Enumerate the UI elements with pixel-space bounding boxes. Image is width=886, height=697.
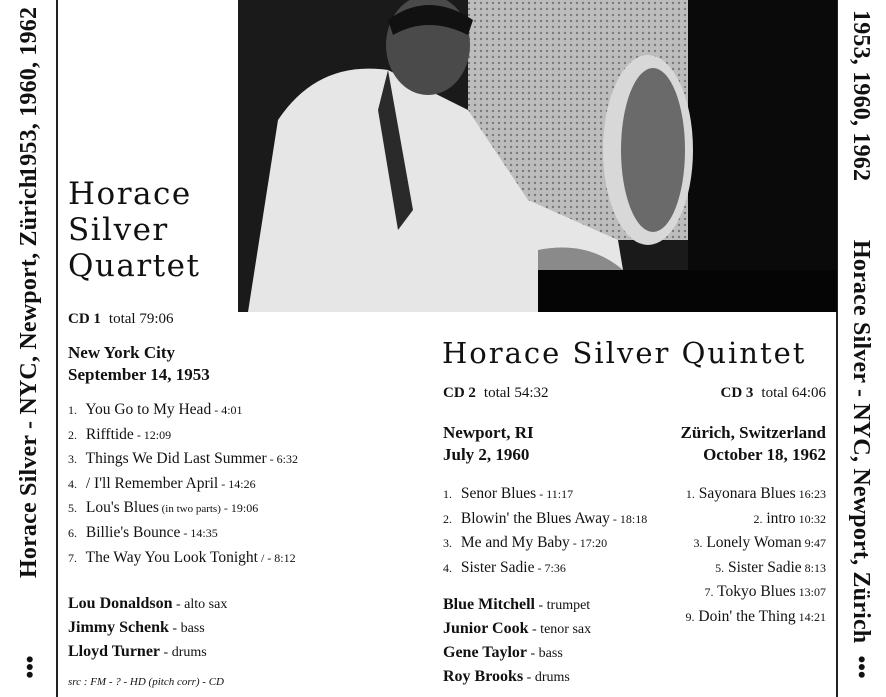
cd2-total: total 54:32 [483,385,549,401]
list-item [681,507,826,532]
musician-instrument: - trumpet [534,598,591,613]
track-number: 4. [443,560,452,575]
cd2-location [443,422,534,466]
track-number: 2. [68,427,77,442]
cd2-tracklist [443,482,647,580]
musician-name: Junior Cook [443,620,529,637]
track-title: Sister Sadie [728,558,802,576]
track-duration: 10:32 [795,511,826,526]
list-item [443,617,591,641]
musician-instrument: - bass [168,621,205,636]
track-duration: - 6:32 [266,452,298,467]
cd3-label: CD 3 [720,385,754,401]
list-item [68,423,298,448]
cd2-place: Newport, RI [443,423,534,442]
source-note: src : FM - ? - HD (pitch corr) - CD [68,676,225,688]
cd1-label: CD 1 [68,311,101,327]
track-duration: - 4:01 [211,403,243,417]
track-number: 3. [443,536,452,551]
musician-name: Gene Taylor [443,644,528,661]
track-number: 6. [68,525,77,540]
track-title: Billie's Bounce [85,523,181,541]
track-number: 7. [68,550,77,565]
cd3-tracklist [681,482,826,630]
track-number: 4. [68,476,77,491]
cd3-place: Zürich, Switzerland [680,423,826,442]
musician-name: Lou Donaldson [68,595,173,612]
left-spine [0,0,58,697]
list-item [68,592,227,616]
list-item [443,665,591,689]
cd3-total: total 64:06 [761,385,826,401]
list-item [68,521,298,546]
list-item [68,640,227,664]
track-duration: - 7:36 [534,560,566,575]
track-duration: - 18:18 [609,511,648,526]
musician-name: Jimmy Schenk [68,619,169,636]
cd1-date: September 14, 1953 [68,365,210,384]
pianist-photo-illustration [238,0,837,312]
track-duration: 14:21 [795,609,826,624]
musician-instrument: - drums [523,670,570,685]
track-title: Rifftide [85,425,134,443]
track-duration: - 14:35 [180,525,218,540]
right-spine-title: Horace Silver - NYC, Newport, Zürich [848,240,874,644]
list-item [68,447,298,472]
track-title: Lonely Woman [706,534,802,552]
musician-name: Lloyd Turner [68,643,161,660]
cd2-label: CD 2 [443,385,476,401]
track-duration: - 14:26 [218,476,256,491]
list-item [443,531,647,556]
musician-name: Roy Brooks [443,668,524,685]
list-item [681,556,826,581]
track-number: 3. [693,536,703,551]
left-spine-dots: ••• [17,655,43,679]
musician-instrument: - tenor sax [528,622,592,637]
musician-name: Blue Mitchell [443,596,535,613]
cd1-header [68,311,174,328]
left-spine-years: 1953, 1960, 1962 [16,6,42,178]
track-number: 7. [704,585,714,600]
cd1-total: total 79:06 [108,311,174,327]
track-title: Me and My Baby [460,534,570,552]
list-item [443,556,647,581]
list-item [68,398,298,423]
quintet-personnel [443,593,591,689]
track-title: intro [766,509,796,527]
quartet-title [68,176,200,284]
list-item [681,482,826,507]
track-number: 1. [443,487,452,501]
track-duration: - 19:06 [220,501,259,516]
track-duration: - 12:09 [133,427,172,442]
track-duration: - 17:20 [569,536,608,551]
track-number: 9. [685,609,695,624]
track-number: 2. [443,511,452,526]
cd1-location [68,342,210,386]
cd3-header [721,385,827,402]
musician-instrument: - alto sax [172,597,228,612]
cd1-place: New York City [68,343,176,362]
track-note: (in two parts) [158,503,221,516]
cd3-date: October 18, 1962 [703,445,826,464]
list-item [443,482,647,507]
quartet-title-line3: Quartet [68,248,201,284]
list-item [443,507,647,532]
musician-instrument: - drums [160,645,207,660]
quartet-title-line2: Silver [68,212,169,248]
list-item [681,580,826,605]
list-item [68,496,298,521]
track-title: Blowin' the Blues Away [460,509,610,527]
cd2-date: July 2, 1960 [443,445,530,464]
track-title: Things We Did Last Summer [85,450,267,468]
left-spine-title: Horace Silver - NYC, Newport, Zürich [16,174,42,578]
track-title: Lou's Blues [85,499,159,517]
list-item [681,605,826,630]
track-title: The Way You Look Tonight [85,548,258,566]
right-spine [836,0,886,697]
list-item [443,593,591,617]
list-item [681,531,826,556]
track-title: You Go to My Head [85,401,212,418]
track-title: Senor Blues [460,485,537,502]
track-number: 5. [715,560,725,575]
musician-instrument: - bass [527,646,563,661]
track-duration: 8:13 [801,560,826,575]
track-number: 5. [68,501,77,516]
track-duration: - 11:17 [536,487,574,501]
track-number: 1. [685,487,695,501]
track-title: / I'll Remember April [85,474,219,492]
list-item [68,472,298,497]
right-spine-years: 1953, 1960, 1962 [848,10,874,182]
track-duration: / - 8:12 [257,550,296,565]
track-title: Sister Sadie [460,558,535,576]
cover-photo [238,0,837,312]
list-item [68,546,298,571]
cd2-header [443,385,549,402]
track-title: Tokyo Blues [717,583,796,601]
quintet-title: Horace Silver Quintet [442,336,807,370]
track-duration: 9:47 [801,536,826,551]
track-title: Sayonara Blues [698,485,796,502]
cd3-location [681,422,826,466]
track-title: Doin' the Thing [698,607,796,625]
track-duration: 16:23 [795,487,826,501]
list-item [443,641,591,665]
track-duration: 13:07 [795,585,826,600]
quartet-personnel [68,592,227,664]
track-number: 3. [68,452,77,467]
cd1-tracklist [68,398,298,570]
quartet-title-line1: Horace [68,176,192,212]
list-item [68,616,227,640]
track-number: 2. [753,511,763,526]
right-spine-dots: ••• [849,655,875,679]
track-number: 1. [68,403,77,417]
